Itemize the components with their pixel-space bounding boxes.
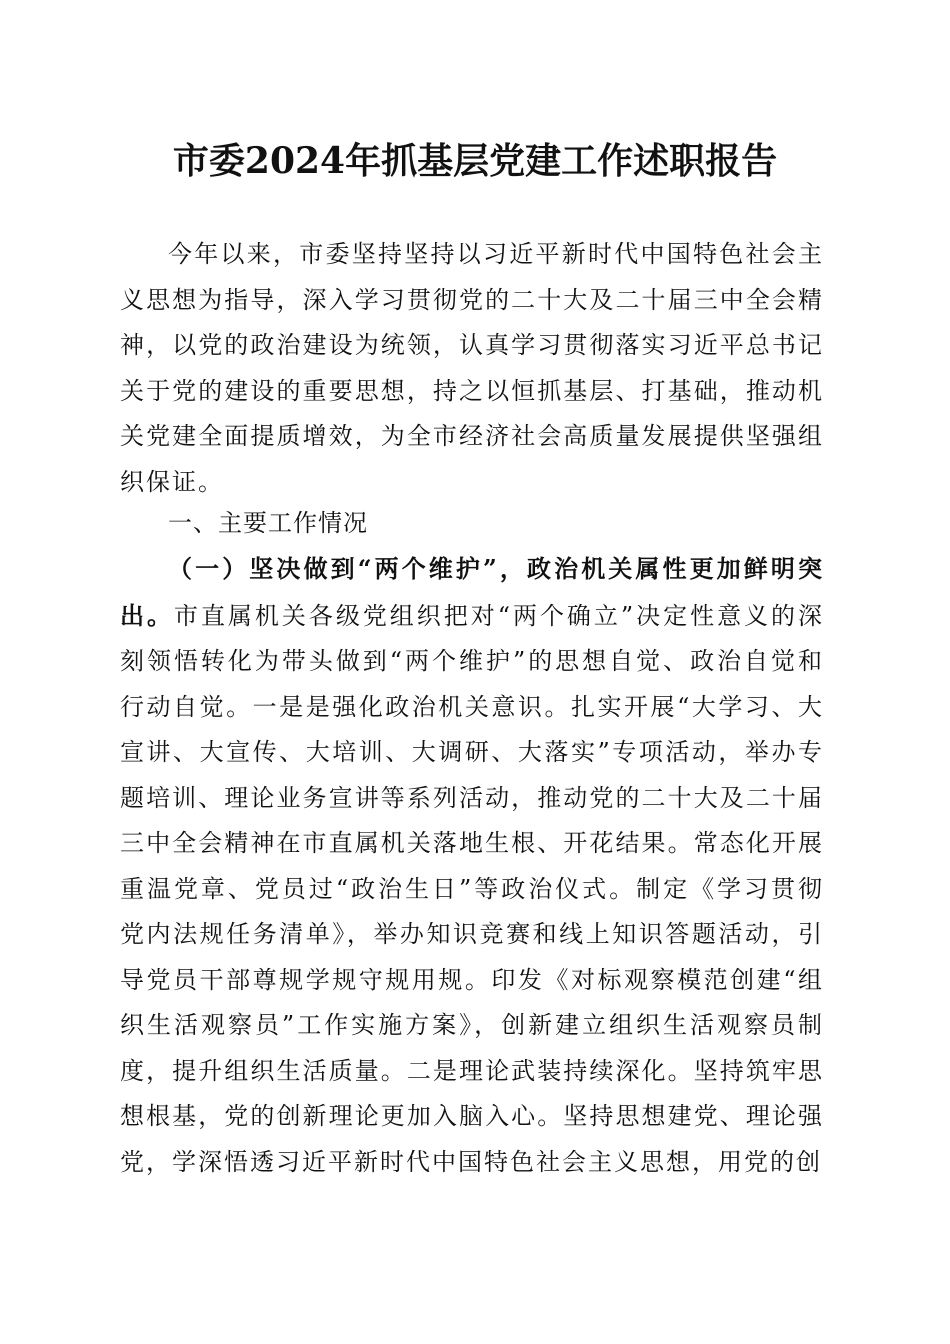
subsection-lead: （一）坚决做到“两个维护”，政治机关属性更加鲜明突出。 (120, 554, 824, 630)
document-title: 市委2024年抓基层党建工作述职报告 (172, 140, 778, 182)
intro-paragraph: 今年以来，市委坚持坚持以习近平新时代中国特色社会主义思想为指导，深入学习贯彻党的二十大及二十届三中全会精神，以党的政治建设为统领，认真学习贯彻落实习近平总书记关于党的建设的重要思想，持之以恒抓基层、打基础，推动机关党建全面提质增效，为全市经济社会高质量发展提供坚强组织保证。 (120, 240, 824, 496)
subsection-body: 市直属机关各级党组织把对“两个确立”决定性意义的深刻领悟转化为带头做到“两个维护”的思想自觉、政治自觉和行动自觉。一是是强化政治机关意识。扎实开展“大学习、大宣讲、大宣传、大培训、大调研、大落实”专项活动，举办专题培训、理论业务宣讲等系列活动，推动党的二十大及二十届三中全会精神在市直属机关落地生根、开花结果。常态化开展重温党章、党员过“政治生日”等政治仪式。制定《学习贯彻党内法规任务清单》，举办知识竞赛和线上知识答题活动，引导党员干部尊规学规守规用规。印发《对标观察模范创建“组织生活观察员”工作实施方案》，创新建立组织生活观察员制度，提升组织生活质量。二是理论武装持续深化。坚持筑牢思想根基，党的创新理论更加入脑入心。坚持思想建党、理论强党，学深悟透习近平新时代中国特色社会主义思想，用党的创 (120, 601, 825, 1176)
intro-paragraph-block (120, 232, 824, 505)
subsection-paragraph-block (120, 546, 824, 1185)
section-heading: 一、主要工作情况 (168, 509, 368, 537)
subsection-paragraph (120, 546, 824, 1185)
